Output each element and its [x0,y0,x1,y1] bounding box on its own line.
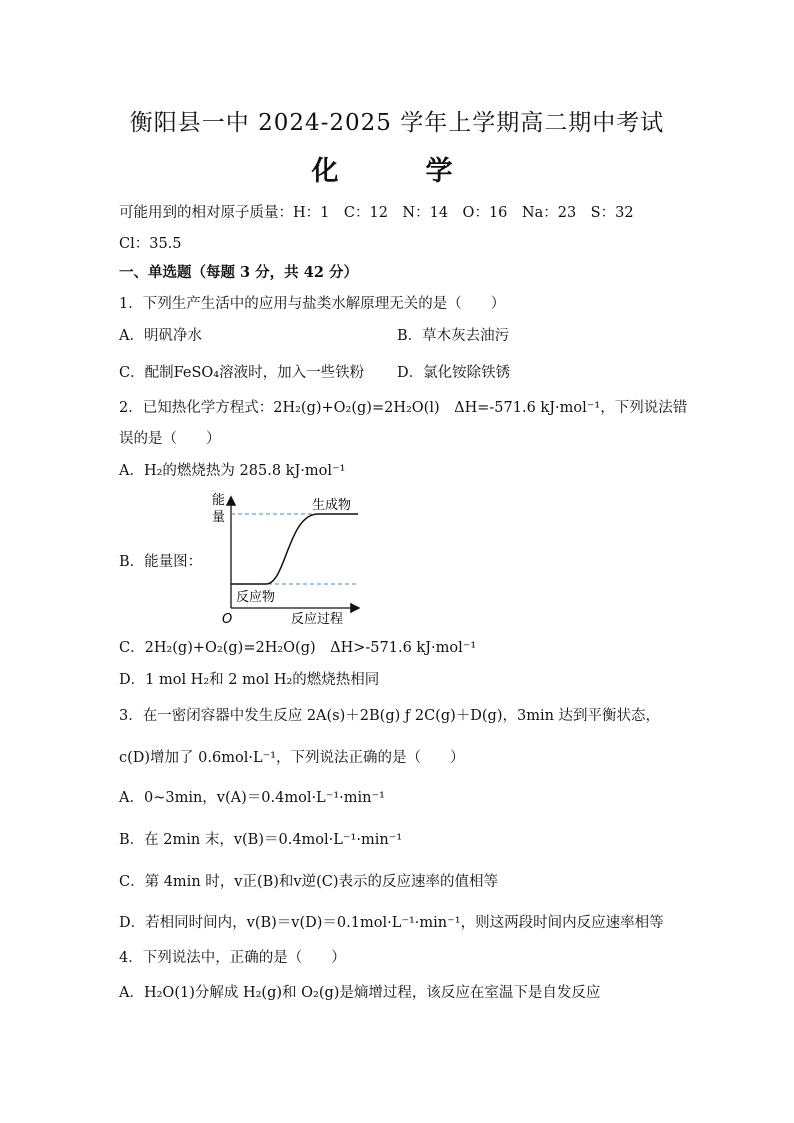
y-label-1: 能 [212,493,226,508]
q3-option-a: A．0~3min，v(A)＝0.4mol·L⁻¹·min⁻¹ [119,790,385,806]
reactants-label: 反应物 [236,590,276,605]
products-label: 生成物 [312,498,352,513]
y-label-2: 量 [212,510,226,525]
q3-option-c: C．第 4min 时，v正(B)和v逆(C)表示的反应速率的值相等 [119,874,499,890]
section-heading: 一、单选题（每题 3 分，共 42 分） [119,264,358,281]
q1-option-a: A．明矾净水 [119,328,202,344]
q3-stem-line-2: c(D)增加了 0.6mol·L⁻¹，下列说法正确的是（ ） [119,750,465,766]
exam-title: 衡阳县一中 2024-2025 学年上学期高二期中考试 [129,110,665,136]
q2-stem-line-1: 2．已知热化学方程式：2H₂(g)+O₂(g)=2H₂O(l) ΔH=-571.6 kJ·mol⁻¹，下列说法错 [119,400,688,416]
x-label: 反应过程 [291,612,344,627]
q2-option-a: A．H₂的燃烧热为 285.8 kJ·mol⁻¹ [119,463,346,479]
q4-option-a: A．H₂O(1)分解成 H₂(g)和 O₂(g)是熵增过程，该反应在室温下是自发反应 [119,985,601,1001]
q2-option-d: D．1 mol H₂和 2 mol H₂的燃烧热相同 [119,672,380,688]
q2-option-c: C．2H₂(g)+O₂(g)=2H₂O(g) ΔH>-571.6 kJ·mol⁻¹ [119,640,477,656]
q3-option-d: D．若相同时间内，v(B)＝v(D)＝0.1mol·L⁻¹·min⁻¹，则这两段时间内反应速率相等 [119,915,664,931]
energy-diagram [208,490,368,630]
q2-option-b: B．能量图： [119,554,203,570]
subject-title: 化 学 [311,156,483,187]
energy-curve [231,514,358,584]
origin-label: O [222,612,233,627]
q1-option-c: C．配制FeSO₄溶液时，加入一些铁粉 [119,365,365,381]
q4-stem: 4．下列说法中，正确的是（ ） [119,950,346,966]
q3-option-b: B．在 2min 末，v(B)＝0.4mol·L⁻¹·min⁻¹ [119,832,403,848]
q1-stem: 1．下列生产生活中的应用与盐类水解原理无关的是（ ） [119,296,506,312]
atomic-mass-line-2: Cl：35.5 [119,236,182,252]
q3-stem-line-1: 3．在一密闭容器中发生反应 2A(s)＋2B(g) ƒ 2C(g)＋D(g)，3min 达到平衡状态， [119,708,661,724]
q1-option-d: D．氯化铵除铁锈 [397,365,511,381]
q1-option-b: B．草木灰去油污 [397,328,510,344]
q2-stem-line-2: 误的是（ ） [119,431,221,447]
atomic-mass-line-1: 可能用到的相对原子质量：H：1 C：12 N：14 O：16 Na：23 S：32 [119,205,634,221]
